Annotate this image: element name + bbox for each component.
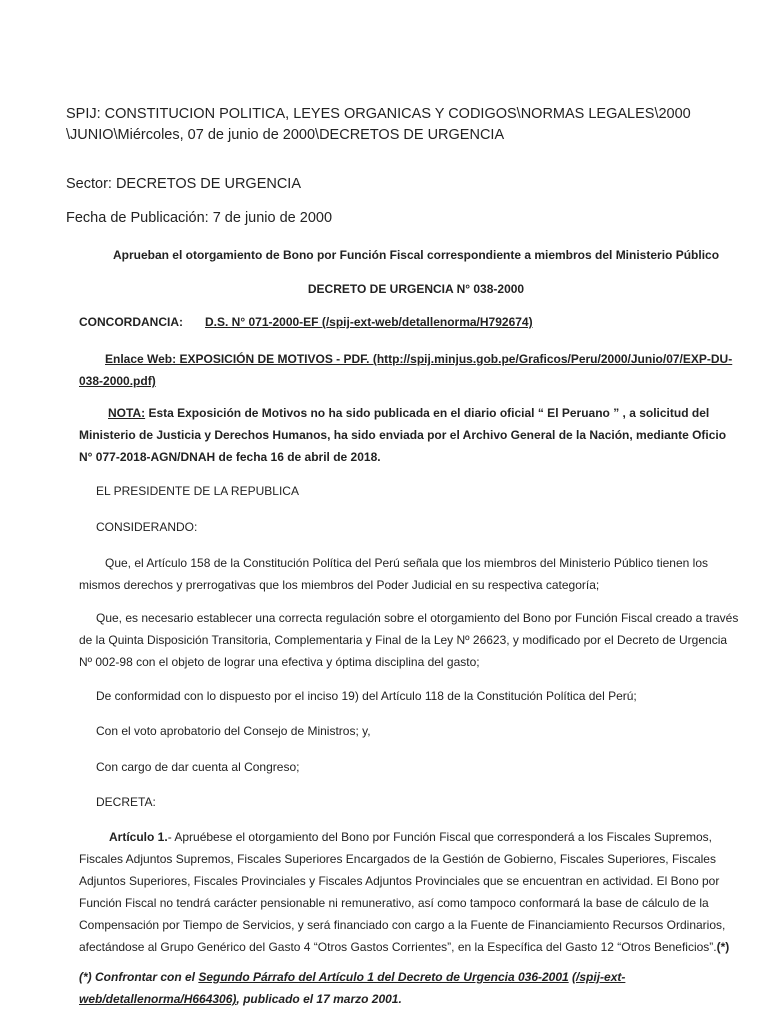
considerando-paragraph-1 [79,552,753,596]
nota-block [79,402,753,468]
considerando-paragraph-2 [79,607,753,673]
articulo-1-note-mark: (*) [716,940,730,954]
articulo-1 [79,826,753,958]
document-path-line-2: \JUNIO\Miércoles, 07 de junio de 2000\DECRETOS DE URGENCIA [66,127,505,143]
nota-text-1: Esta Exposición de Motivos no ha sido publicada en el diario oficial “ El Peruano ” , a solicitud del [145,406,710,420]
decree-title: DECRETO DE URGENCIA N° 038-2000 [307,282,525,296]
enlace-web-line-1: Enlace Web: EXPOSICIÓN DE MOTIVOS - PDF. (http://spij.minjus.gob.pe/Graficos/Peru/2000/Junio/07/EXP-DU- [105,352,733,366]
paragraph-2-line-1: Que, es necesario establecer una correcta regulación sobre el otorgamiento del Bono por Función Fiscal creado a través [96,611,739,625]
paragraph-2-line-2: de la Quinta Disposición Transitoria, Complementaria y Final de la Ley Nº 26623, y modificado por el Decreto de Urgencia [79,633,728,647]
footnote-url-part-2[interactable]: web/detallenorma/H664306) [79,992,237,1006]
decree-summary: Aprueban el otorgamiento de Bono por Función Fiscal correspondiente a miembros del Ministerio Público [112,248,720,262]
enlace-web-link[interactable] [79,348,753,392]
paragraph-2-line-3: Nº 002-98 con el objeto de lograr una efectiva y óptima disciplina del gasto; [79,655,480,669]
paragraph-1-line-1: Que, el Artículo 158 de la Constitución Política del Perú señala que los miembros del Ministerio Público tienen los [105,556,708,570]
articulo-1-line-2: Fiscales Adjuntos Supremos, Fiscales Superiores Encargados de la Gestión de Gobierno, Fiscales Superiores, Fiscales [79,852,716,866]
nota-label: NOTA: [108,406,146,420]
considerando-heading: CONSIDERANDO: [96,520,198,534]
articulo-1-line-6 [79,936,753,958]
conformidad-paragraph: De conformidad con lo dispuesto por el inciso 19) del Artículo 118 de la Constitución Política del Perú; [96,689,637,703]
footnote [79,966,753,1010]
enlace-web-line-2: 038-2000.pdf) [79,374,156,388]
articulo-1-line-4: Función Fiscal no tendrá carácter pensionable ni remunerativo, así como tampoco conformará la base de cálculo de la [79,896,709,910]
articulo-1-text-6: afectándose al Grupo Genérico del Gasto 4 “Otros Gastos Corrientes”, en la Específica del Gasto 12 “Otros Beneficios”. [79,940,717,954]
nota-line-1 [79,402,753,424]
articulo-1-line-3: Adjuntos Superiores, Fiscales Provinciales y Fiscales Adjuntos Provinciales que se encuentran en actividad. El Bono por [79,874,720,888]
articulo-1-label: Artículo 1. [109,830,168,844]
paragraph-1-line-2: mismos derechos y prerrogativas que los miembros del Poder Judicial en su respectiva categoría; [79,578,600,592]
articulo-1-text-1: - Apruébese el otorgamiento del Bono por Función Fiscal que corresponderá a los Fiscales Supremos, [167,830,712,844]
publication-date: Fecha de Publicación: 7 de junio de 2000 [66,210,333,226]
sector-line: Sector: DECRETOS DE URGENCIA [66,176,302,192]
footnote-decree-link[interactable]: Segundo Párrafo del Artículo 1 del Decreto de Urgencia 036-2001 [198,970,569,984]
document-path [66,104,746,146]
footnote-prefix: (*) Confrontar con el [79,970,199,984]
nota-line-2: Ministerio de Justicia y Derechos Humanos, ha sido enviada por el Archivo General de la Nación, mediante Oficio [79,428,727,442]
footnote-suffix: , publicado el 17 marzo 2001. [236,992,402,1006]
concordancia-label: CONCORDANCIA: [79,315,183,329]
footnote-line-2 [79,988,753,1010]
voto-paragraph: Con el voto aprobatorio del Consejo de Ministros; y, [96,724,371,738]
decreta-heading: DECRETA: [96,795,156,809]
presidente-heading: EL PRESIDENTE DE LA REPUBLICA [96,484,299,498]
cargo-paragraph: Con cargo de dar cuenta al Congreso; [96,760,300,774]
footnote-url-part-1[interactable]: (/spij-ext- [572,970,626,984]
footnote-line-1 [79,966,753,988]
nota-line-3: N° 077-2018-AGN/DNAH de fecha 16 de abril de 2018. [79,450,381,464]
document-path-line-1: SPIJ: CONSTITUCION POLITICA, LEYES ORGANICAS Y CODIGOS\NORMAS LEGALES\2000 [66,106,691,122]
articulo-1-line-5: Compensación por Tiempo de Servicios, y será financiado con cargo a la Fuente de Financiamiento Recursos Ordinarios, [79,918,726,932]
articulo-1-line-1 [79,826,753,848]
concordancia-link[interactable]: D.S. N° 071-2000-EF (/spij-ext-web/detallenorma/H792674) [205,315,533,329]
